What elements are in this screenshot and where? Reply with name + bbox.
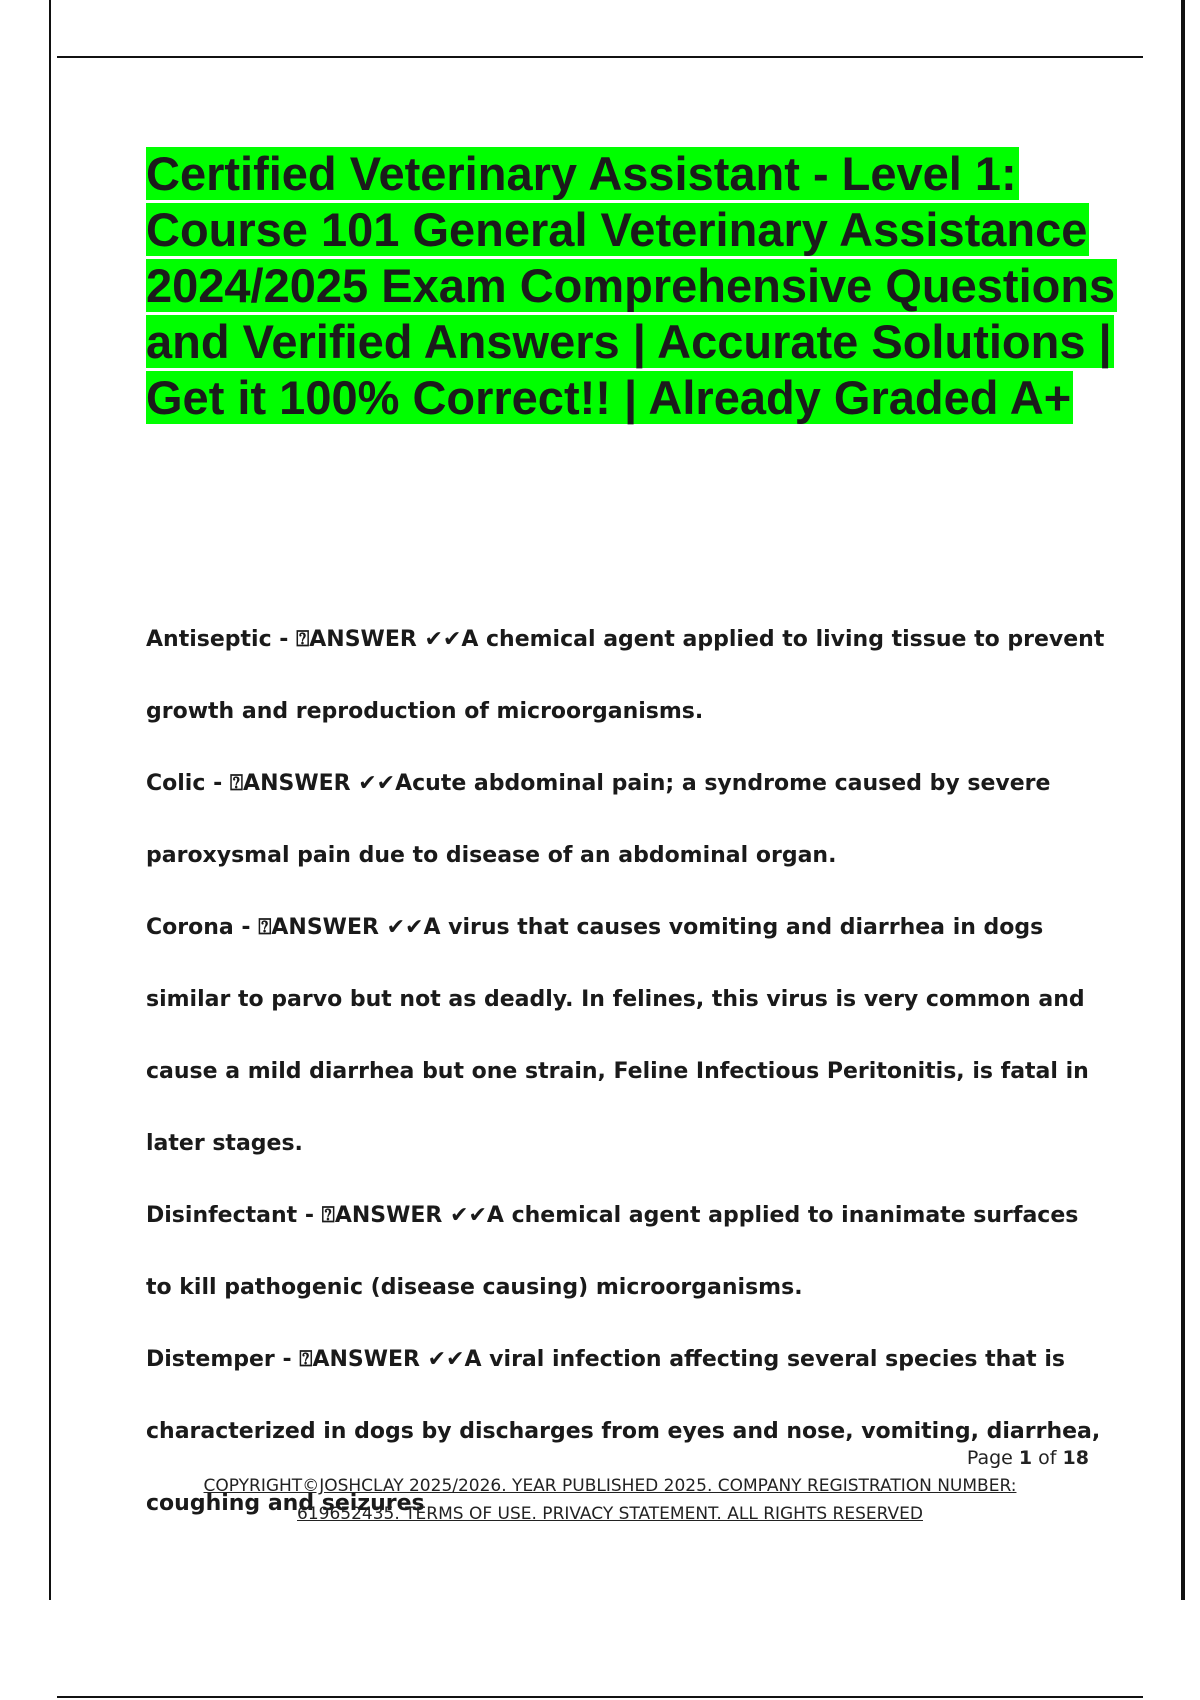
answer-marker: - ⍰ANSWER ✔✔ [279,627,462,652]
page-number: Page 1 of 18 [966,1447,1089,1469]
header-rule [57,56,1143,58]
entry-term: Disinfectant [146,1203,298,1228]
entry-definition: A chemical agent applied to inanimate surfaces to kill pathogenic (disease causing) microorganisms. [146,1203,1079,1300]
glossary-entry [146,892,1106,1180]
entry-term: Antiseptic [146,627,272,652]
glossary-list [146,604,1106,1540]
total-pages: 18 [1062,1447,1089,1469]
entry-term: Corona [146,915,234,940]
entry-definition: Acute abdominal pain; a syndrome caused by severe paroxysmal pain due to disease of an abdominal organ. [146,771,1051,868]
entry-definition: A virus that causes vomiting and diarrhea in dogs similar to parvo but not as deadly. In felines, this virus is very common and cause a mild diarrhea but one strain, Feline Infectious Peritonitis, is fatal in later stages. [146,915,1089,1156]
answer-marker: - ⍰ANSWER ✔✔ [241,915,424,940]
copyright-line: COPYRIGHT©JOSHCLAY 2025/2026. YEAR PUBLISHED 2025. COMPANY REGISTRATION NUMBER: [203,1476,1017,1496]
entry-definition: A viral infection affecting several species that is characterized in dogs by discharges from eyes and nose, vomiting, diarrhea, coughing and seizures [146,1347,1101,1516]
title-highlight: Certified Veterinary Assistant - Level 1: Course 101 General Veterinary Assistance 2024/2025 Exam Comprehensive Questions and Verified Answers | Accurate Solutions | Get it 100% Correct!! | Already Graded A+ [146,147,1116,424]
page-border-left [49,0,51,1600]
glossary-entry [146,1180,1106,1324]
page-border-right [1181,0,1185,1600]
current-page: 1 [1018,1447,1033,1469]
copyright-line: 619652435. TERMS OF USE. PRIVACY STATEMENT. ALL RIGHTS RESERVED [297,1504,923,1524]
glossary-entry [146,604,1106,748]
answer-marker: - ⍰ANSWER ✔✔ [304,1203,487,1228]
entry-term: Colic [146,771,206,796]
document-title [146,146,1146,426]
copyright-notice [160,1472,1060,1528]
answer-marker: - ⍰ANSWER ✔✔ [213,771,396,796]
entry-definition: A chemical agent applied to living tissue to prevent growth and reproduction of microorganisms. [146,627,1105,724]
next-page-rule [57,1696,1143,1698]
glossary-entry [146,748,1106,892]
entry-term: Distemper [146,1347,275,1372]
answer-marker: - ⍰ANSWER ✔✔ [282,1347,465,1372]
